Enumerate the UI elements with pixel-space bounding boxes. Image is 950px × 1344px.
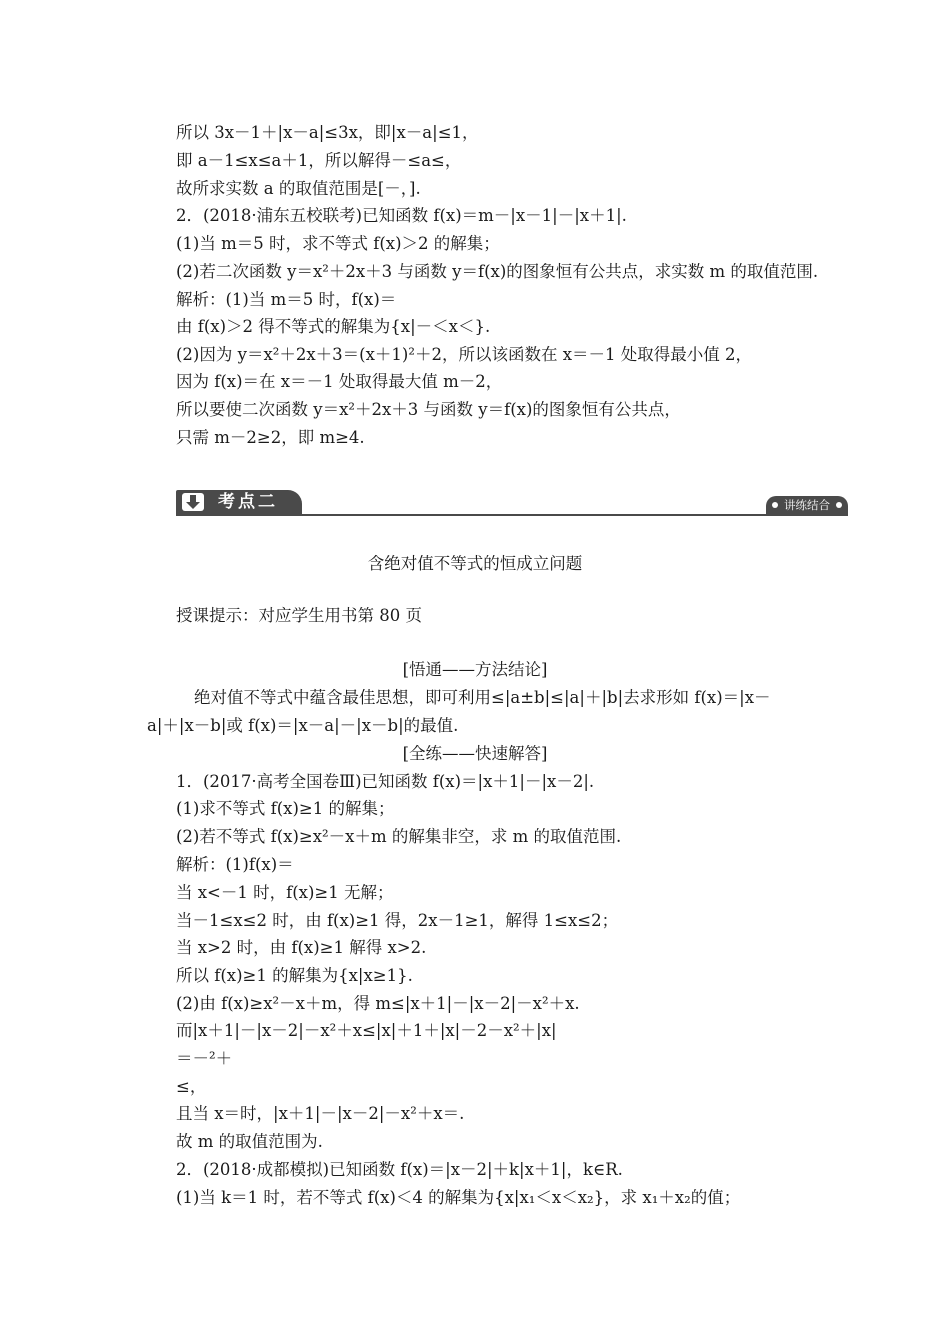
text-line: 只需 m－2≥2，即 m≥4.: [176, 428, 365, 447]
text-line: 解析：(1)当 m＝5 时，f(x)＝: [176, 290, 397, 309]
section-header: [176, 490, 848, 516]
topic-heading: 含绝对值不等式的恒成立问题: [367, 554, 583, 573]
text-line: (2)由 f(x)≥x²－x＋m，得 m≤|x＋1|－|x－2|－x²＋x.: [176, 994, 580, 1013]
text-line: 即 a－1≤x≤a＋1，所以解得－≤a≤，: [176, 151, 462, 170]
text-line: (1)当 k＝1 时，若不等式 f(x)＜4 的解集为{x|x₁＜x＜x₂}，求 x₁＋x₂的值；: [176, 1188, 741, 1207]
text-line: 当－1≤x≤2 时，由 f(x)≥1 得，2x－1≥1，解得 1≤x≤2；: [176, 911, 619, 930]
text-line: ＝－²＋: [176, 1049, 233, 1068]
text-line: 所以 f(x)≥1 的解集为{x|x≥1}.: [176, 966, 413, 985]
text-line: 因为 f(x)＝在 x＝－1 处取得最大值 m－2，: [176, 372, 503, 391]
text-line: 1．(2017·高考全国卷Ⅲ)已知函数 f(x)＝|x＋1|－|x－2|.: [176, 772, 595, 791]
text-line: (2)因为 y＝x²＋2x＋3＝(x＋1)²＋2，所以该函数在 x＝－1 处取得最小值 2，: [176, 345, 752, 364]
hint-line: 授课提示：对应学生用书第 80 页: [176, 606, 422, 625]
method-title: [悟通——方法结论]: [402, 660, 548, 679]
text-line: (2)若不等式 f(x)≥x²－x＋m 的解集非空，求 m 的取值范围.: [176, 827, 622, 846]
text-line: 且当 x＝时，|x＋1|－|x－2|－x²＋x＝.: [176, 1104, 465, 1123]
text-line: 故所求实数 a 的取值范围是[－，].: [176, 179, 421, 198]
dot-icon: [772, 502, 778, 508]
text-line: 由 f(x)＞2 得不等式的解集为{x|－＜x＜}.: [176, 317, 491, 336]
section-badge: [766, 496, 848, 514]
section-badge-label: 讲练结合: [784, 498, 830, 512]
practice-title: [全练——快速解答]: [402, 744, 548, 763]
text-line: 故 m 的取值范围为.: [176, 1132, 323, 1151]
text-line: 当 x>2 时，由 f(x)≥1 解得 x>2.: [176, 938, 427, 957]
text-line: 2．(2018·成都模拟)已知函数 f(x)＝|x－2|＋k|x＋1|，k∈R.: [176, 1160, 623, 1179]
text-line: 所以 3x－1＋|x－a|≤3x，即|x－a|≤1，: [176, 123, 479, 142]
section-tab: [176, 490, 302, 514]
text-line: (1)当 m＝5 时，求不等式 f(x)＞2 的解集；: [176, 234, 500, 253]
text-line: 解析：(1)f(x)＝: [176, 855, 294, 874]
text-line: 当 x<－1 时，f(x)≥1 无解；: [176, 883, 394, 902]
section-title: 考点二: [218, 492, 278, 512]
down-arrow-icon: [182, 493, 204, 511]
text-line: 所以要使二次函数 y＝x²＋2x＋3 与函数 y＝f(x)的图象恒有公共点，: [176, 400, 681, 419]
text-line: 2．(2018·浦东五校联考)已知函数 f(x)＝m－|x－1|－|x＋1|.: [176, 206, 627, 225]
section-rule: [176, 514, 848, 516]
text-line: (1)求不等式 f(x)≥1 的解集；: [176, 799, 395, 818]
text-line: 而|x＋1|－|x－2|－x²＋x≤|x|＋1＋|x|－2－x²＋|x|: [176, 1021, 557, 1040]
text-line: 绝对值不等式中蕴含最佳思想，即可利用≤|a±b|≤|a|＋|b|去求形如 f(x)＝|x－: [194, 688, 771, 707]
text-line: (2)若二次函数 y＝x²＋2x＋3 与函数 y＝f(x)的图象恒有公共点，求实数 m 的取值范围.: [176, 262, 819, 281]
text-line: ≤，: [176, 1077, 207, 1096]
text-line: a|＋|x－b|或 f(x)＝|x－a|－|x－b|的最值.: [147, 716, 459, 735]
dot-icon: [836, 502, 842, 508]
